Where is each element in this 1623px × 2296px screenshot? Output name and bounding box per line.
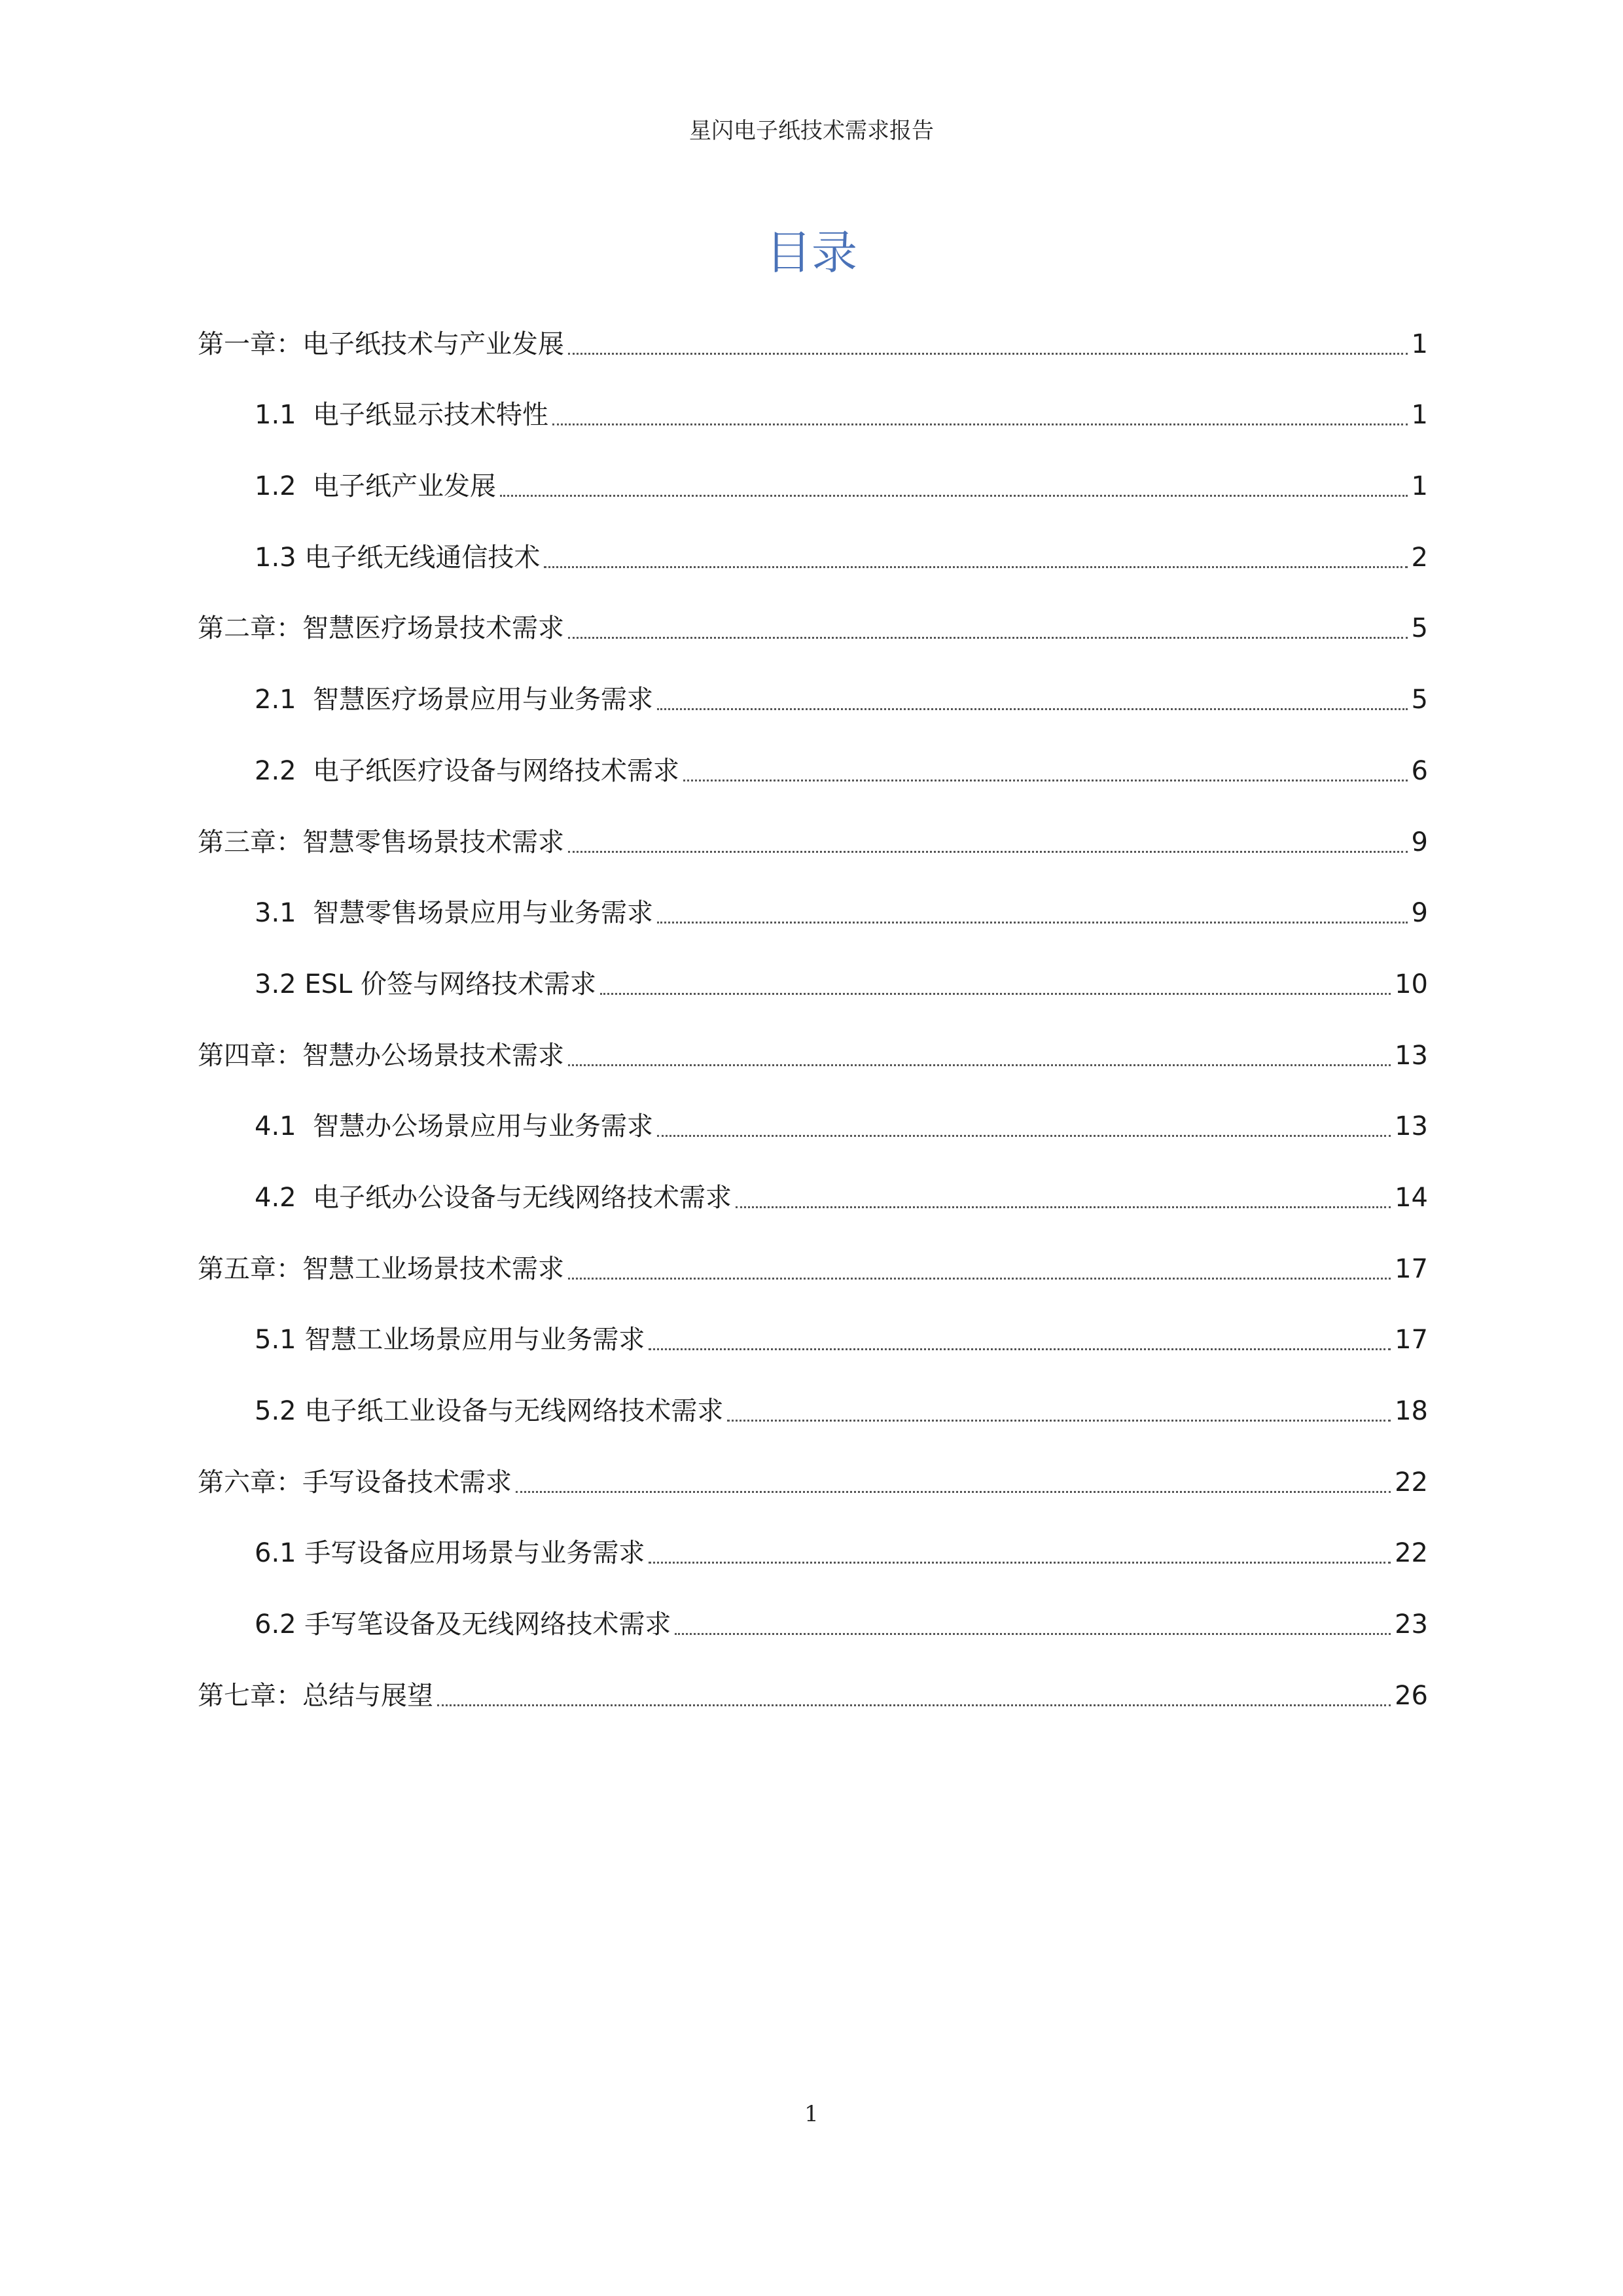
toc-section-entry[interactable] [198, 364, 1428, 435]
toc-chapter-entry[interactable] [198, 293, 1428, 364]
running-header: 星闪电子纸技术需求报告 [689, 118, 934, 144]
toc-dot-leader [552, 423, 1408, 425]
toc-entry-page: 17 [1395, 1253, 1428, 1284]
toc-section-entry[interactable] [198, 648, 1428, 719]
toc-entry-page: 10 [1395, 969, 1428, 999]
toc-section-entry[interactable] [198, 506, 1428, 577]
toc-dot-leader [657, 1135, 1391, 1137]
toc-chapter-entry[interactable] [198, 1004, 1428, 1075]
toc-dot-leader [568, 851, 1408, 853]
toc-entry-label: 3.2 ESL 价签与网络技术需求 [255, 969, 596, 999]
toc-section-entry[interactable] [198, 435, 1428, 506]
toc-dot-leader [649, 1348, 1391, 1350]
toc-entry-page: 22 [1395, 1538, 1428, 1569]
toc-entry-label: 1.3 电子纸无线通信技术 [255, 542, 541, 573]
toc-entry-page: 22 [1395, 1467, 1428, 1498]
toc-entry-label: 6.2 手写笔设备及无线网络技术需求 [255, 1609, 671, 1640]
toc-entry-page: 9 [1411, 827, 1428, 857]
toc-entry-page: 18 [1395, 1396, 1428, 1426]
toc-entry-label: 3.1 智慧零售场景应用与业务需求 [255, 898, 654, 929]
toc-dot-leader [437, 1704, 1391, 1706]
toc-dot-leader [500, 495, 1408, 497]
toc-section-entry[interactable] [198, 719, 1428, 791]
toc-dot-leader [600, 993, 1391, 995]
toc-dot-leader [568, 1064, 1391, 1066]
toc-entry-label: 第三章：智慧零售场景技术需求 [198, 827, 564, 857]
toc-entry-page: 1 [1411, 471, 1428, 502]
toc-entry-page: 14 [1395, 1182, 1428, 1213]
toc-entry-label: 第七章：总结与展望 [198, 1680, 433, 1711]
toc-entry-page: 5 [1411, 613, 1428, 644]
toc-entry-page: 6 [1411, 755, 1428, 786]
toc-dot-leader [568, 1278, 1391, 1280]
toc-entry-page: 1 [1411, 329, 1428, 359]
toc-entry-label: 第四章：智慧办公场景技术需求 [198, 1040, 564, 1071]
table-of-contents [198, 293, 1428, 1715]
toc-entry-label: 6.1 手写设备应用场景与业务需求 [255, 1538, 645, 1569]
toc-entry-page: 5 [1411, 685, 1428, 715]
toc-section-entry[interactable] [198, 1573, 1428, 1644]
page-number: 1 [804, 2101, 819, 2127]
toc-section-entry[interactable] [198, 1502, 1428, 1573]
toc-title: 目录 [766, 226, 857, 279]
toc-chapter-entry[interactable] [198, 1217, 1428, 1289]
toc-entry-page: 13 [1395, 1040, 1428, 1071]
toc-entry-label: 5.2 电子纸工业设备与无线网络技术需求 [255, 1396, 724, 1426]
toc-section-entry[interactable] [198, 1289, 1428, 1360]
toc-chapter-entry[interactable] [198, 577, 1428, 649]
toc-dot-leader [657, 922, 1408, 924]
toc-entry-label: 第二章：智慧医疗场景技术需求 [198, 613, 564, 644]
toc-entry-label: 1.2 电子纸产业发展 [255, 471, 497, 502]
toc-dot-leader [657, 708, 1408, 710]
toc-entry-label: 4.2 电子纸办公设备与无线网络技术需求 [255, 1182, 732, 1213]
toc-section-entry[interactable] [198, 862, 1428, 933]
toc-entry-label: 第五章：智慧工业场景技术需求 [198, 1253, 564, 1284]
toc-dot-leader [568, 353, 1408, 355]
toc-entry-label: 第一章：电子纸技术与产业发展 [198, 329, 564, 359]
toc-chapter-entry[interactable] [198, 791, 1428, 862]
toc-entry-page: 9 [1411, 898, 1428, 929]
toc-entry-page: 13 [1395, 1111, 1428, 1142]
toc-dot-leader [649, 1562, 1391, 1564]
toc-dot-leader [544, 566, 1407, 568]
toc-entry-page: 1 [1411, 400, 1428, 431]
toc-entry-page: 26 [1395, 1680, 1428, 1711]
toc-section-entry[interactable] [198, 933, 1428, 1004]
toc-chapter-entry[interactable] [198, 1431, 1428, 1502]
toc-dot-leader [675, 1633, 1391, 1635]
toc-dot-leader [683, 780, 1408, 781]
toc-entry-page: 23 [1395, 1609, 1428, 1640]
toc-entry-label: 1.1 电子纸显示技术特性 [255, 400, 549, 431]
toc-dot-leader [736, 1206, 1391, 1208]
toc-entry-label: 2.2 电子纸医疗设备与网络技术需求 [255, 755, 680, 786]
toc-dot-leader [568, 637, 1408, 639]
toc-entry-page: 2 [1411, 542, 1428, 573]
toc-dot-leader [516, 1491, 1391, 1493]
toc-section-entry[interactable] [198, 1359, 1428, 1431]
toc-section-entry[interactable] [198, 1146, 1428, 1217]
toc-dot-leader [727, 1420, 1391, 1422]
toc-entry-label: 5.1 智慧工业场景应用与业务需求 [255, 1325, 645, 1355]
toc-entry-label: 4.1 智慧办公场景应用与业务需求 [255, 1111, 654, 1142]
toc-entry-label: 2.1 智慧医疗场景应用与业务需求 [255, 685, 654, 715]
toc-entry-label: 第六章：手写设备技术需求 [198, 1467, 512, 1498]
toc-chapter-entry[interactable] [198, 1644, 1428, 1715]
toc-section-entry[interactable] [198, 1075, 1428, 1147]
toc-entry-page: 17 [1395, 1325, 1428, 1355]
